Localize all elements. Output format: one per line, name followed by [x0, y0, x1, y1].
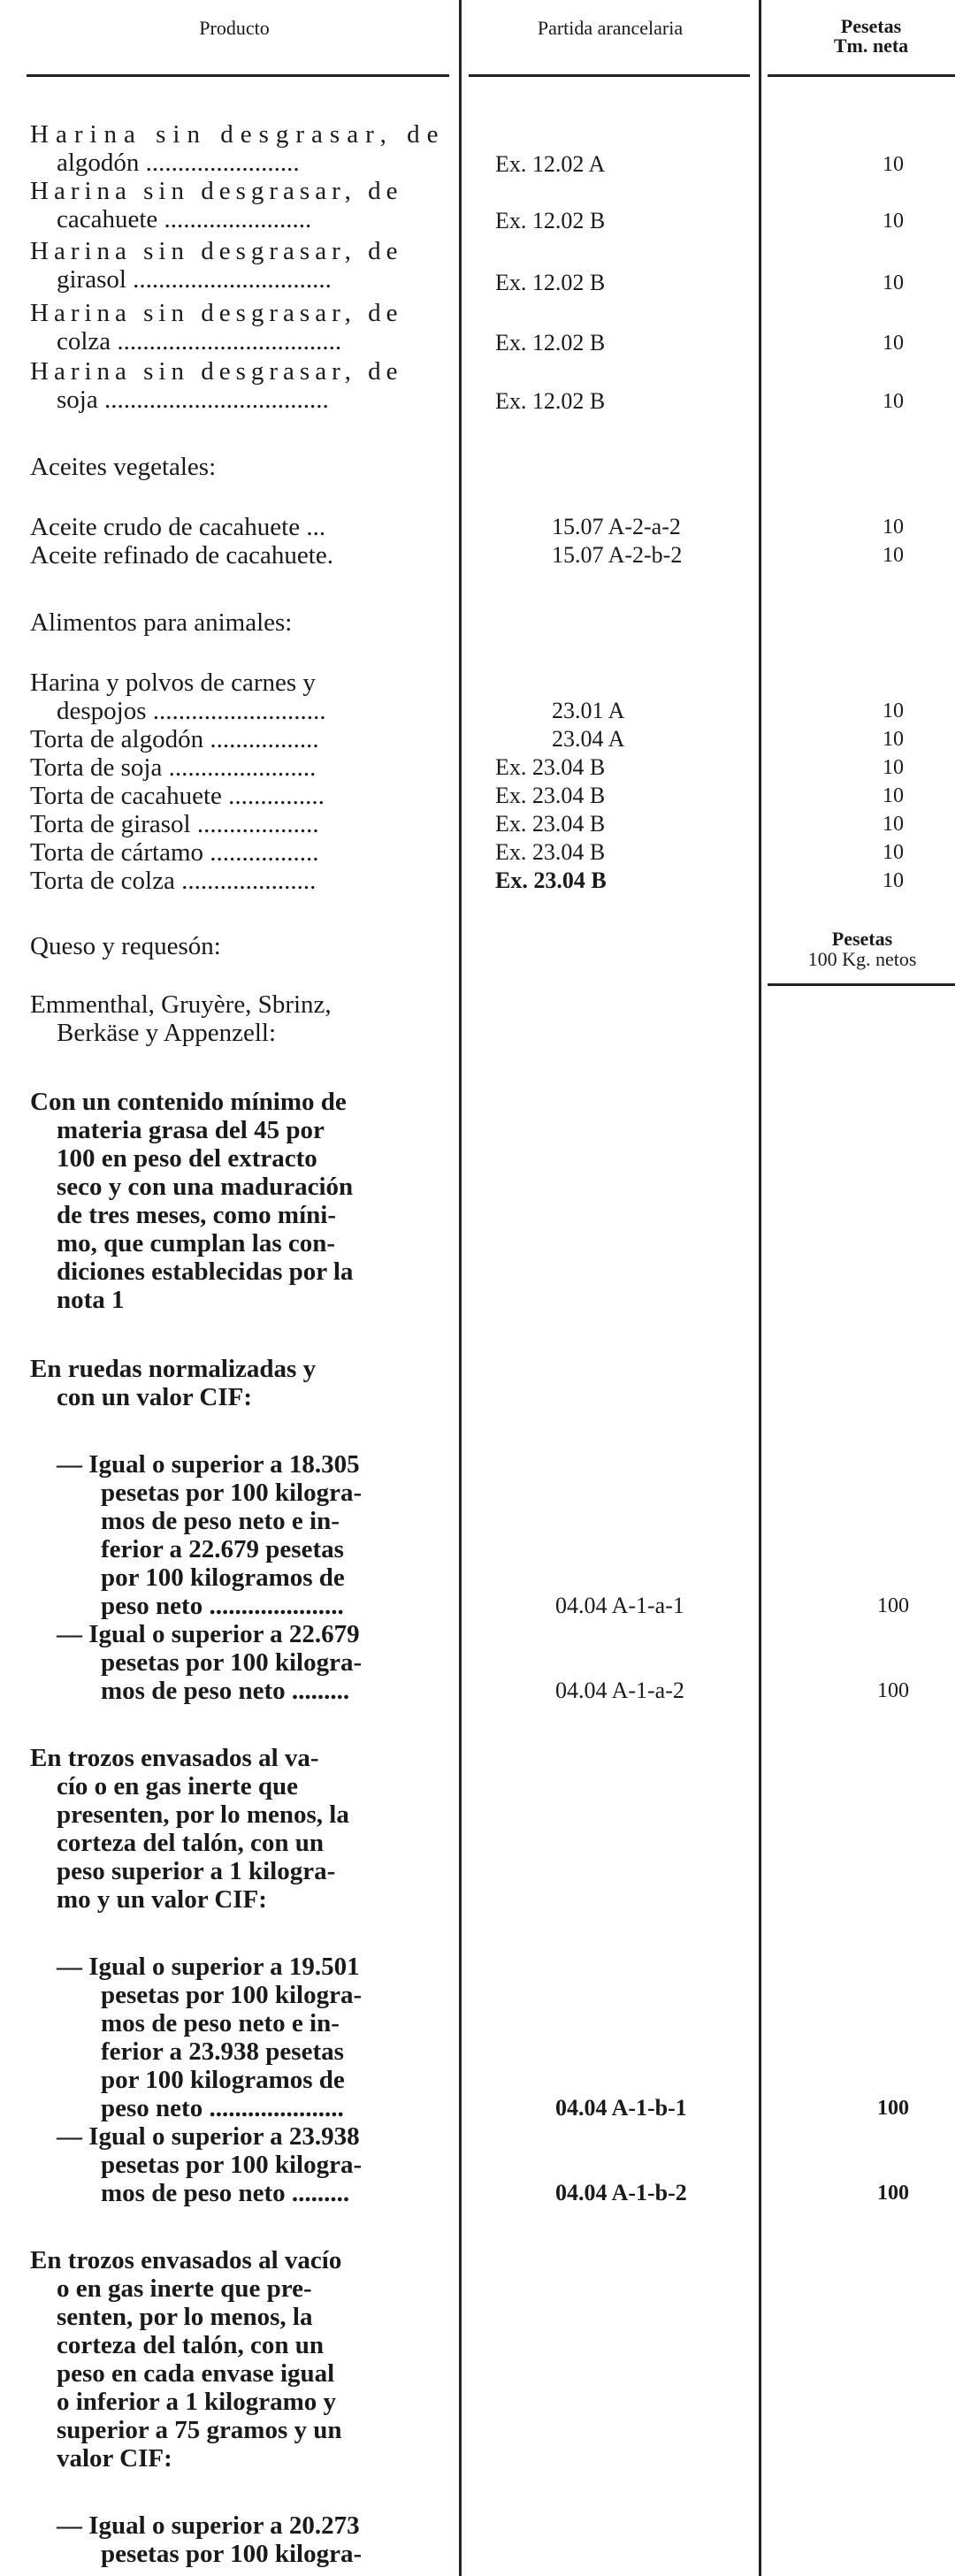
text-line: o inferior a 1 kilogramo y [57, 2388, 337, 2416]
text-line: despojos ........................... [57, 697, 326, 725]
value-cell: 10 [883, 544, 904, 567]
text-line: Harina sin desgrasar, de [30, 177, 403, 205]
text-line: corteza del talón, con un [57, 1829, 325, 1857]
text-line: algodón ........................ [57, 149, 300, 177]
text-line: soja ................................... [57, 386, 329, 414]
text-line: cacahuete ....................... [57, 205, 312, 233]
text-line: Torta de algodón ................. [30, 725, 319, 753]
partida-code: 23.04 A [552, 726, 625, 752]
text-line: por 100 kilogramos de [101, 2066, 345, 2094]
text-line: de tres meses, como míni- [57, 1201, 336, 1229]
text-line: Harina sin desgrasar, de [30, 120, 446, 149]
text-line: diciones establecidas por la [57, 1257, 354, 1286]
value-cell: 100 [877, 1679, 909, 1702]
text-line: corteza del talón, con un [57, 2331, 325, 2359]
header-tm-neta: Tm. neta [833, 34, 909, 57]
text-line: peso neto ..................... [101, 2094, 344, 2122]
partida-code: Ex. 23.04 B [495, 783, 606, 808]
text-line: ferior a 22.679 pesetas [101, 1535, 344, 1563]
text-line: mos de peso neto e in- [101, 2009, 340, 2037]
text-line: Torta de soja ....................... [30, 753, 317, 782]
value-cell: 10 [883, 516, 904, 539]
text-line: mo y un valor CIF: [57, 1885, 267, 1914]
text-line: peso neto ..................... [101, 1592, 344, 1620]
text-line: mos de peso neto ......... [101, 2179, 350, 2207]
text-line: senten, por lo menos, la [57, 2303, 313, 2331]
text-line: superior a 75 gramos y un [57, 2416, 342, 2444]
header-rule-3 [768, 74, 955, 77]
partida-code: 04.04 A-1-b-2 [555, 2180, 687, 2205]
value-cell: 10 [883, 756, 904, 779]
partida-code: Ex. 23.04 B [495, 754, 606, 780]
partida-code: 04.04 A-1-b-1 [555, 2095, 687, 2121]
value-cell: 10 [883, 332, 904, 355]
value-cell: 100 [877, 2097, 909, 2120]
value-cell: 10 [883, 784, 904, 807]
text-line: En trozos envasados al va- [30, 1744, 319, 1772]
partida-code: Ex. 23.04 B [495, 868, 607, 893]
header-producto: Producto [199, 17, 270, 39]
subheader-100kg: 100 Kg. netos [807, 948, 917, 970]
text-line: Torta de cacahuete ............... [30, 782, 325, 810]
text-line: En trozos envasados al vacío [30, 2246, 342, 2274]
partida-code: 04.04 A-1-a-1 [555, 1593, 684, 1618]
text-line: ferior a 23.938 pesetas [101, 2037, 344, 2066]
text-line: seco y con una maduración [57, 1173, 354, 1201]
text-line: Torta de girasol ................... [30, 810, 319, 838]
text-line: pesetas por 100 kilogra- [101, 1479, 363, 1507]
value-cell: 10 [883, 271, 904, 294]
partida-code: 23.01 A [552, 698, 625, 723]
text-line: Harina sin desgrasar, de [30, 237, 403, 265]
text-line: pesetas por 100 kilogra- [101, 2151, 363, 2179]
value-cell: 10 [883, 390, 904, 413]
header-rule-1 [27, 74, 449, 77]
value-cell: 10 [883, 210, 904, 233]
value-cell: 10 [883, 841, 904, 864]
partida-code: Ex. 12.02 B [495, 330, 606, 355]
text-line: Emmenthal, Gruyère, Sbrinz, [30, 990, 332, 1019]
text-line: — Igual o superior a 18.305 [57, 1450, 360, 1479]
text-line: — Igual o superior a 23.938 [57, 2122, 360, 2151]
text-line: Harina sin desgrasar, de [30, 357, 403, 386]
text-line: con un valor CIF: [57, 1383, 253, 1411]
text-line: valor CIF: [57, 2444, 172, 2473]
text-line: Torta de colza ..................... [30, 867, 317, 895]
section-heading: Queso y requesón: [30, 932, 221, 960]
text-line: — Igual o superior a 19.501 [57, 1953, 360, 1981]
section-heading: Alimentos para animales: [30, 608, 293, 637]
partida-code: Ex. 12.02 A [495, 151, 606, 177]
text-line: Torta de cártamo ................. [30, 838, 319, 867]
text-line: presenten, por lo menos, la [57, 1800, 349, 1829]
header-rule-2 [469, 74, 750, 77]
text-line: girasol ............................... [57, 265, 332, 294]
value-cell: 100 [877, 2182, 909, 2205]
partida-code: Ex. 12.02 B [495, 208, 606, 233]
value-cell: 10 [883, 869, 904, 892]
header-pesetas: Pesetas [840, 15, 902, 37]
text-line: mo, que cumplan las con- [57, 1229, 336, 1257]
partida-code: 15.07 A-2-b-2 [552, 542, 683, 568]
partida-code: Ex. 23.04 B [495, 811, 606, 837]
text-line: por 100 kilogramos de [101, 1563, 345, 1592]
text-line: Aceite crudo de cacahuete ... [30, 513, 326, 541]
value-cell: 10 [883, 699, 904, 722]
text-line: peso superior a 1 kilogra- [57, 1857, 336, 1885]
partida-code: Ex. 12.02 B [495, 270, 606, 295]
text-line: mos de peso neto e in- [101, 1507, 340, 1535]
text-line: Aceite refinado de cacahuete. [30, 541, 333, 569]
subheader-pesetas: Pesetas [831, 928, 893, 950]
text-line: Harina y polvos de carnes y [30, 669, 316, 697]
partida-code: Ex. 12.02 B [495, 388, 606, 414]
text-line: 100 en peso del extracto [57, 1144, 317, 1173]
text-line: pesetas por 100 kilogra- [101, 1648, 363, 1677]
text-line: o en gas inerte que pre- [57, 2274, 312, 2303]
text-line: mos de peso neto ......... [101, 1677, 350, 1705]
header-partida: Partida arancelaria [537, 17, 684, 39]
text-line: nota 1 [57, 1286, 125, 1314]
text-line: Berkäse y Appenzell: [57, 1019, 277, 1047]
text-line: materia grasa del 45 por [57, 1116, 325, 1144]
value-cell: 10 [883, 728, 904, 751]
text-line: — Igual o superior a 20.273 [57, 2511, 360, 2540]
value-cell: 10 [883, 153, 904, 176]
subheader-rule [768, 983, 955, 986]
text-line: colza ................................... [57, 327, 342, 355]
text-line: pesetas por 100 kilogra- [101, 1981, 363, 2009]
column-divider-2 [759, 0, 761, 2576]
text-line: peso en cada envase igual [57, 2359, 335, 2388]
text-line: cío o en gas inerte que [57, 1772, 299, 1800]
text-line: — Igual o superior a 22.679 [57, 1620, 360, 1648]
text-line: Con un contenido mínimo de [30, 1088, 347, 1116]
partida-code: 15.07 A-2-a-2 [552, 514, 681, 539]
partida-code: Ex. 23.04 B [495, 839, 606, 865]
text-line: pesetas por 100 kilogra- [101, 2540, 363, 2568]
value-cell: 10 [883, 813, 904, 836]
text-line: En ruedas normalizadas y [30, 1355, 317, 1383]
text-line: Harina sin desgrasar, de [30, 299, 403, 327]
section-heading: Aceites vegetales: [30, 453, 217, 481]
partida-code: 04.04 A-1-a-2 [555, 1678, 684, 1703]
value-cell: 100 [877, 1594, 909, 1617]
